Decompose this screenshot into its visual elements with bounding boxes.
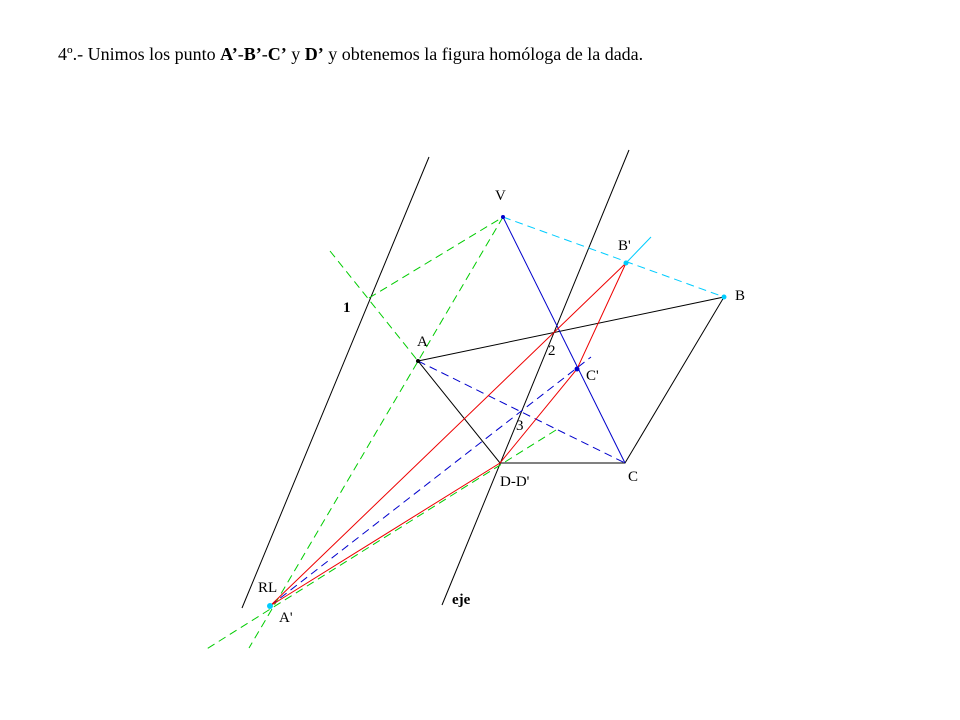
label-c-prime: C'	[586, 368, 599, 384]
caption-sep-1: -	[237, 44, 244, 64]
caption-c-prime: C’	[267, 44, 287, 64]
blue-dashed-a-prime-to-c-prime	[270, 357, 591, 606]
caption-sep-2: -	[261, 44, 268, 64]
caption-b-prime: B’	[243, 44, 262, 64]
green-ray-v-to-a-prime	[249, 217, 503, 648]
vanishing-line-rl	[242, 157, 429, 608]
label-a-prime: A'	[279, 610, 293, 626]
label-d-d-prime: D-D'	[500, 474, 530, 490]
original-figure-abcd	[418, 297, 724, 463]
axis-line-eje	[442, 150, 629, 605]
label-rl: RL	[258, 580, 278, 596]
caption-prefix: 4º.- Unimos los punto	[58, 44, 221, 64]
homologous-figure-red	[270, 263, 626, 606]
label-1: 1	[343, 300, 351, 316]
point-c-prime	[575, 367, 580, 372]
point-a	[416, 359, 420, 363]
point-v	[501, 215, 505, 219]
label-b-prime: B'	[618, 238, 631, 254]
green-ray-1-to-v	[369, 217, 503, 298]
point-b-prime	[624, 261, 629, 266]
caption-and: y	[286, 44, 305, 64]
caption-a-prime: A’	[220, 44, 238, 64]
cyan-ray-v-to-b	[503, 217, 724, 297]
caption-suffix: y obtenemos la figura homóloga de la dada.	[323, 44, 644, 64]
label-a: A	[417, 334, 428, 350]
label-c: C	[628, 469, 639, 485]
label-eje: eje	[452, 592, 471, 608]
green-line-lower	[205, 430, 556, 650]
label-b: B	[735, 288, 746, 304]
label-v: V	[495, 188, 506, 204]
caption-d-prime: D’	[304, 44, 324, 64]
point-a-prime	[267, 603, 273, 609]
point-b	[722, 295, 727, 300]
label-2: 2	[548, 343, 556, 359]
label-3: 3	[516, 418, 524, 434]
